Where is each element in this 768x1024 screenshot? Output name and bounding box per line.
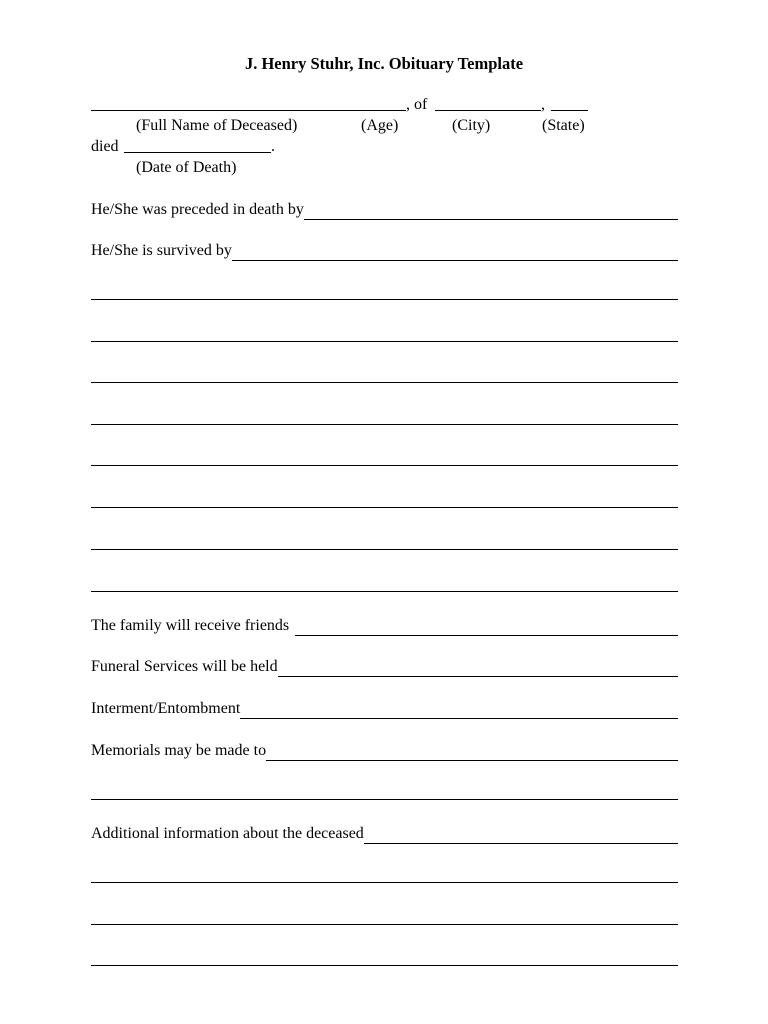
survivors-blank-line[interactable] xyxy=(91,299,678,300)
document-title: J. Henry Stuhr, Inc. Obituary Template xyxy=(244,54,524,73)
receive-friends-field[interactable] xyxy=(91,614,678,636)
survived-field[interactable] xyxy=(91,239,678,261)
date-of-death-blank[interactable] xyxy=(124,152,271,153)
additional-info-label: Additional information about the deceased xyxy=(91,825,364,842)
comma-text: , xyxy=(541,96,545,113)
survived-label: He/She is survived by xyxy=(91,242,232,259)
preceded-blank[interactable] xyxy=(304,202,678,220)
additional-info-field[interactable] xyxy=(91,822,678,844)
died-text: died xyxy=(91,138,119,155)
survived-blank[interactable] xyxy=(232,243,678,261)
additional-info-blank-line[interactable] xyxy=(91,882,678,883)
memorials-field[interactable] xyxy=(91,739,678,761)
survivors-blank-line[interactable] xyxy=(91,591,678,592)
survivors-blank-line[interactable] xyxy=(91,549,678,550)
died-period: . xyxy=(271,138,275,155)
city-blank[interactable] xyxy=(435,110,541,111)
memorials-blank[interactable] xyxy=(266,743,678,761)
memorials-label: Memorials may be made to xyxy=(91,742,267,759)
receive-friends-blank[interactable] xyxy=(295,618,678,636)
funeral-blank[interactable] xyxy=(278,659,678,677)
age-caption: (Age) xyxy=(361,117,399,134)
funeral-field[interactable] xyxy=(91,655,678,677)
additional-info-blank[interactable] xyxy=(364,826,678,844)
full-name-blank[interactable] xyxy=(91,110,406,111)
state-blank[interactable] xyxy=(551,110,588,111)
interment-field[interactable] xyxy=(91,697,678,719)
date-of-death-caption: (Date of Death) xyxy=(136,159,237,176)
funeral-label: Funeral Services will be held xyxy=(91,658,278,675)
additional-info-blank-line[interactable] xyxy=(91,924,678,925)
preceded-label: He/She was preceded in death by xyxy=(91,201,304,218)
preceded-field[interactable] xyxy=(91,198,678,220)
survivors-blank-line[interactable] xyxy=(91,465,678,466)
survivors-blank-line[interactable] xyxy=(91,424,678,425)
state-caption: (State) xyxy=(542,117,585,134)
survivors-blank-line[interactable] xyxy=(91,341,678,342)
survivors-blank-line[interactable] xyxy=(91,382,678,383)
additional-info-blank-line[interactable] xyxy=(91,965,678,966)
memorials-blank-line[interactable] xyxy=(91,799,678,800)
full-name-caption: (Full Name of Deceased) xyxy=(136,117,298,134)
receive-friends-label: The family will receive friends xyxy=(91,617,290,634)
interment-blank[interactable] xyxy=(240,701,678,719)
of-text: , of xyxy=(406,96,428,113)
interment-label: Interment/Entombment xyxy=(91,700,241,717)
city-caption: (City) xyxy=(452,117,491,134)
survivors-blank-line[interactable] xyxy=(91,507,678,508)
